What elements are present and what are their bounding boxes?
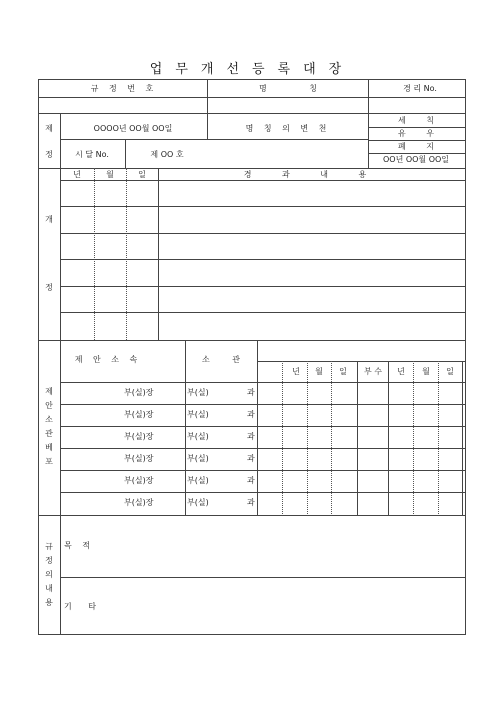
row3-dept-head: 부(실)장 xyxy=(124,432,154,441)
name-change-label: 명 칭 의 변 천 xyxy=(245,124,331,133)
header-manage-no: 경 리 No. xyxy=(403,84,437,93)
row5-dept-head: 부(실)장 xyxy=(124,476,154,485)
section2-label-bottom: 정 xyxy=(45,283,53,292)
notice-no: 시 달 No. xyxy=(75,150,109,159)
row1-dept-head: 부(실)장 xyxy=(124,388,154,397)
row4-dept: 부(실) xyxy=(187,454,209,463)
enact-date: OOOO년 OO월 OO일 xyxy=(93,124,173,133)
row5-section: 과 xyxy=(247,476,255,485)
frame-right xyxy=(465,79,466,635)
row1-dept: 부(실) xyxy=(187,388,209,397)
notice-number: 제 OO 호 xyxy=(150,150,184,159)
row6-dept-head: 부(실)장 xyxy=(124,498,154,507)
rev-col-day: 일 xyxy=(138,170,146,179)
status-abolish: 폐 지 xyxy=(398,142,434,151)
row5-dept: 부(실) xyxy=(187,476,209,485)
row4-dept-head: 부(실)장 xyxy=(124,454,154,463)
sub-month-2: 월 xyxy=(422,367,430,376)
frame-bottom xyxy=(38,634,466,635)
row2-dept: 부(실) xyxy=(187,410,209,419)
sub-copies-1: 부 수 xyxy=(364,367,382,376)
frame-top xyxy=(38,79,466,80)
sub-day-1: 일 xyxy=(339,367,347,376)
header-name: 명 칭 xyxy=(259,84,317,93)
frame-left xyxy=(38,79,39,635)
purpose-label: 목 적 xyxy=(64,541,94,550)
status-rule: 세 칙 xyxy=(398,116,434,125)
rev-col-year: 년 xyxy=(73,170,81,179)
section1-label-top: 제 xyxy=(45,124,53,133)
section4-label: 규정의내용 xyxy=(45,542,53,607)
row3-section: 과 xyxy=(247,432,255,441)
row2-section: 과 xyxy=(247,410,255,419)
section2-label-top: 개 xyxy=(45,215,53,224)
row1-section: 과 xyxy=(247,388,255,397)
row6-dept: 부(실) xyxy=(187,498,209,507)
col-charge: 소 관 xyxy=(202,355,240,364)
rev-col-month: 월 xyxy=(106,170,114,179)
sub-month-1: 월 xyxy=(315,367,323,376)
sub-year-2: 년 xyxy=(397,367,405,376)
sub-year-1: 년 xyxy=(292,367,300,376)
sub-day-2: 일 xyxy=(446,367,454,376)
row6-section: 과 xyxy=(247,498,255,507)
other-label: 기 타 xyxy=(64,602,96,611)
col-proposer: 제 안 소 속 xyxy=(74,355,142,364)
row4-section: 과 xyxy=(247,454,255,463)
header-reg-no: 규 정 번 호 xyxy=(90,84,158,93)
status-date: OO년 OO월 OO일 xyxy=(382,155,450,164)
status-keep: 유 우 xyxy=(398,129,434,138)
row2-dept-head: 부(실)장 xyxy=(124,410,154,419)
section1-label-bottom: 정 xyxy=(45,150,53,159)
page-title: 업무개선등록대장 xyxy=(149,62,355,77)
row3-dept: 부(실) xyxy=(187,432,209,441)
rev-col-content: 경 과 내 용 xyxy=(243,170,381,179)
section3-label: 제안소관베포 xyxy=(45,387,53,466)
